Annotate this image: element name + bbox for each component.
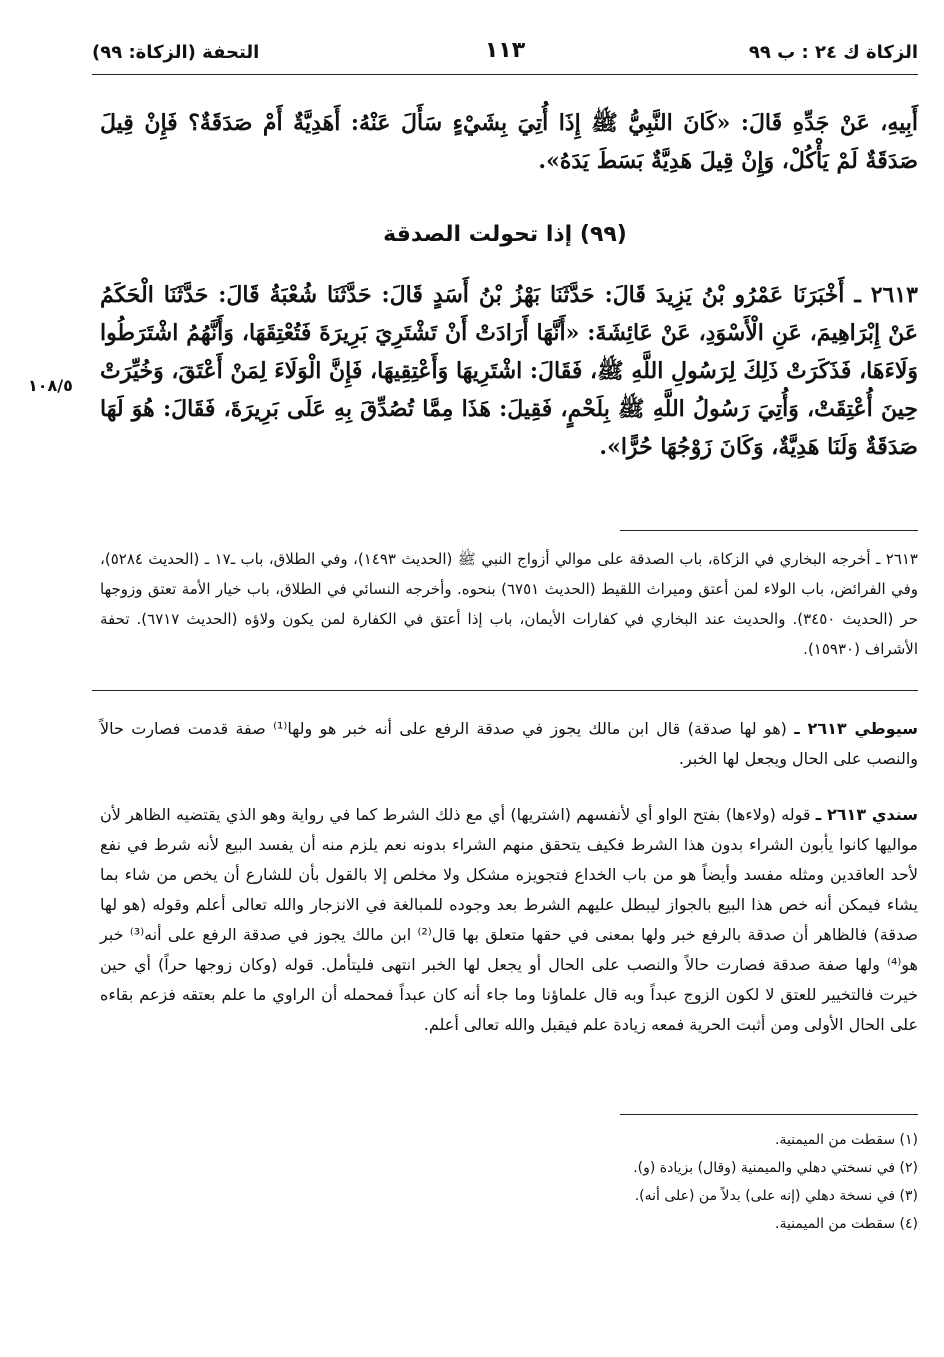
header-rule [92,74,918,75]
footnote-item: (١) سقطت من الميمنية. [775,1132,918,1148]
sindi-commentary [100,800,918,1040]
suyuti-lead: سيوطي ٢٦١٣ ـ [794,719,918,738]
footnotes-rule [620,1114,918,1115]
footnote-item: (٤) سقطت من الميمنية. [775,1216,918,1232]
page-number: ١١٣ [484,38,526,63]
suyuti-commentary [100,714,918,774]
hadith-2613-text: ٢٦١٣ ـ أَخْبَرَنَا عَمْرُو بْنُ يَزِيدَ قَالَ: حَدَّثَنَا بَهْزُ بْنُ أَسَدٍ قَالَ: حَدَّثَنَا شُعْبَةُ قَالَ: حَدَّثَنَا الْحَكَمُ عَنْ إِبْرَاهِيمَ، عَنِ الْأَسْوَدِ، عَنْ عَائِشَةَ: «أَنَّهَا أَرَادَتْ أَنْ تَشْتَرِيَ بَرِيرَةَ فَتُعْتِقَهَا، وَأَنَّهُمُ اشْتَرَطُوا وَلَاءَهَا، فَذَكَرَتْ ذَلِكَ لِرَسُولِ اللَّهِ ﷺ، فَقَالَ: اشْتَرِيهَا وَأَعْتِقِيهَا، فَإِنَّ الْوَلَاءَ لِمَنْ أَعْتَقَ، وَخُيِّرَتْ حِينَ أُعْتِقَتْ، وَأُتِيَ رَسُولُ اللَّهِ ﷺ بِلَحْمٍ، فَقِيلَ: هَذَا مِمَّا تُصُدِّقَ بِهِ عَلَى بَرِيرَةَ، فَقَالَ: هُوَ لَهَا صَدَقَةٌ وَلَنَا هَدِيَّةٌ، وَكَانَ زَوْجُهَا حُرًّا». [100,282,918,460]
header-chapter-ref: الزكاة ك ٢٤ : ب ٩٩ [748,42,918,63]
takhrij-note: ٢٦١٣ ـ أخرجه البخاري في الزكاة، باب الصدقة على موالي أزواج النبي ﷺ (الحديث ١٤٩٣)، وفي الطلاق، باب ـ١٧ ـ (الحديث ٥٢٨٤)، وفي الفرائض، باب الولاء لمن أعتق وميراث اللقيط (الحديث ٦٧٥١) بنحوه. وأخرجه النسائي في الطلاق، باب خيار الأمة تعتق وزوجها حر (الحديث ٣٤٥٠). والحديث عند البخاري في كفارات الأيمان، باب إذا أعتق في الكفارة لمن يكون ولاؤه (الحديث ٦٧١٧). تحفة الأشراف (١٥٩٣٠). [100,550,918,658]
page-header [92,36,918,70]
header-tuhfa-ref: التحفة (الزكاة: ٩٩) [92,42,260,63]
takhrij-rule [620,530,918,531]
margin-reference: ١٠٨/٥ [28,376,73,395]
footnote-item: (٣) في نسخة دهلي (إنه على) بدلاً من (على أنه). [634,1188,918,1204]
footnotes [100,1126,918,1238]
commentary-rule [92,690,918,691]
sindi-lead: سندي ٢٦١٣ ـ [815,805,918,824]
chapter-title: (٩٩) إذا تحولت الصدقة [383,222,627,247]
suyuti-text: (هو لها صدقة) قال ابن مالك يجوز في صدقة الرفع على أنه خبر هو ولها⁽¹⁾ صفة قدمت فصارت حالاً والنصب على الحال ويجعل لها الخبر. [100,719,918,768]
footnote-item: (٢) في نسختي دهلي والميمنية (وقال) بزيادة (و). [633,1160,918,1176]
sindi-text: قوله (ولاءها) بفتح الواو أي لأنفسهم (اشتريها) أي مع ذلك الشرط كما في رواية وهو الذي يقتضيه الظاهر لأن مواليها كانوا يأبون الشراء بدون هذا الشرط فكيف يتحقق منهم الشراء بدونه نعم يلزم منه أن يفسد البيع لأنه شرط في نفع لأحد العاقدين ومثله مفسد وأيضاً هو من باب الخداع فتجويزه مشكل ولا مخلص إلا بالقول بأن للشارع أن يخص من شاء بما يشاء فيمكن أنه خص هذا البيع بالجواز ليبطل عليهم الشرط بعد وجوده للمبالغة في الانزجار والله تعالى أعلم وقوله (هو لها صدقة) فالظاهر أن صدقة بالرفع خبر ولها بمعنى في حقها متعلق بها قال⁽²⁾ ابن مالك يجوز في صدقة الرفع على أنه⁽³⁾ خبر هو⁽⁴⁾ ولها صفة صدقة فصارت حالاً والنصب على الحال أو يجعل لها الخبر انتهى فليتأمل. قوله (وكان زوجها حراً) أي حين خيرت فالتخيير للعتق لا لكون الزوج عبداً وبه قال علماؤنا وما جاء أنه كان عبداً فمحمله أن الراوي ما علم بعتقه فزعم بقاءه على الحال الأولى ومن أثبت الحرية فمعه زيادة علم فيقبل والله تعالى أعلم. [100,805,919,1034]
intro-hadith-text: أَبِيهِ، عَنْ جَدِّهِ قَالَ: «كَانَ النَّبِيُّ ﷺ إِذَا أُتِيَ بِشَيْءٍ سَأَلَ عَنْهُ: أَهَدِيَّةٌ أَمْ صَدَقَةٌ؟ فَإِنْ قِيلَ صَدَقَةٌ لَمْ يَأْكُلْ، وَإِنْ قِيلَ هَدِيَّةٌ بَسَطَ يَدَهُ». [100,110,918,174]
